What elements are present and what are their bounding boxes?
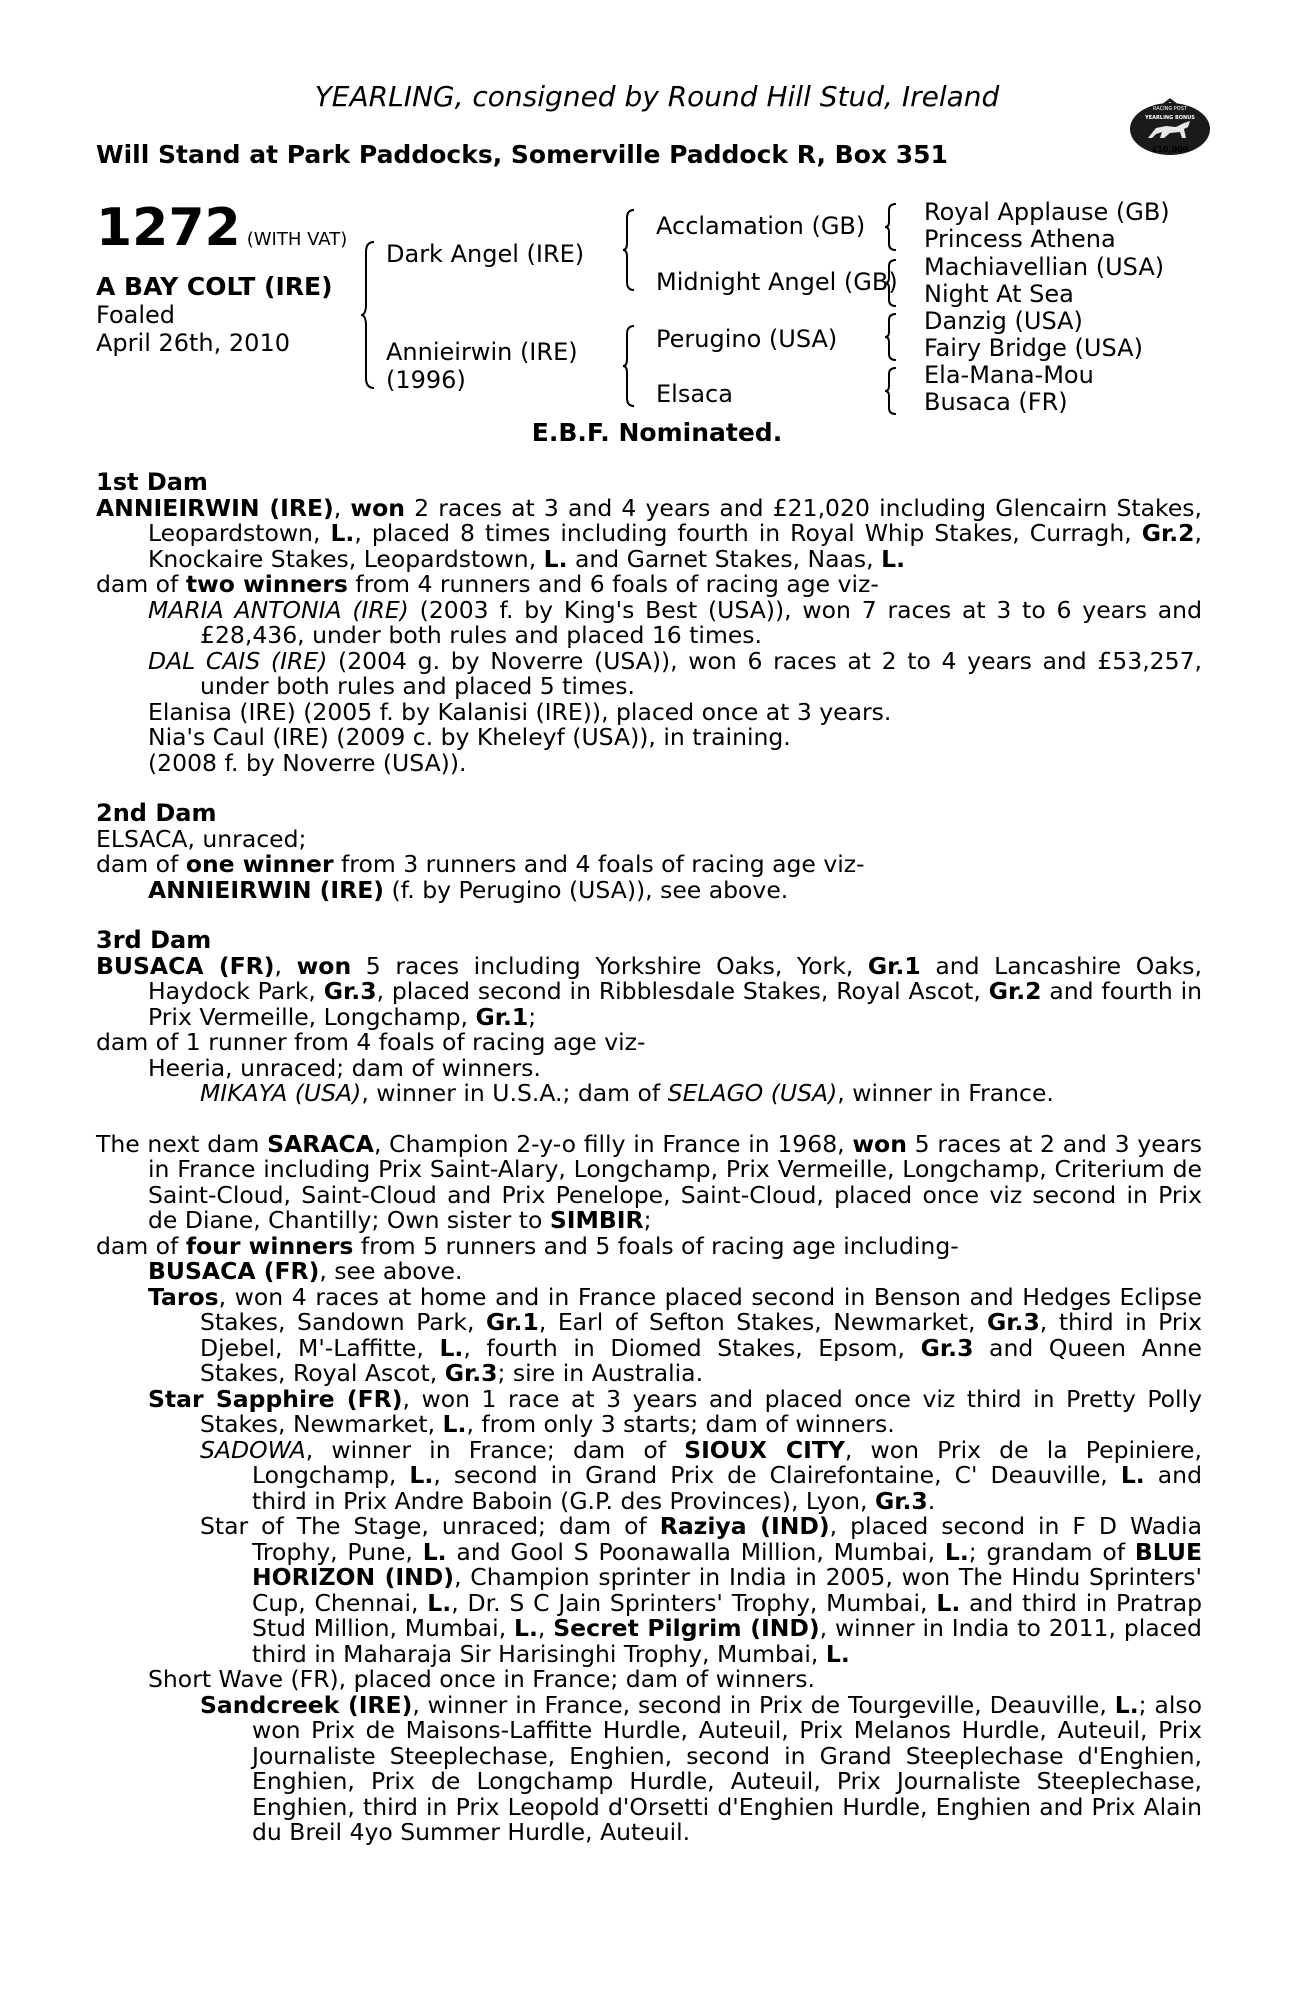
next-dam-foal-taros (96, 1282, 1202, 1387)
bold-run: BUSACA (FR) (148, 1257, 320, 1285)
pedigree-dam-year: (1996) (386, 366, 466, 394)
bold-run: L. (944, 1537, 969, 1566)
bold-run: Gr.1 (486, 1308, 539, 1336)
text-run: and Gool S Poonawalla Million, Mumbai, (446, 1537, 945, 1566)
text-run: Nia's Caul (IRE) (2009 c. by Kheleyf (USA)), in training. (148, 723, 791, 751)
pedigree-ssd: Princess Athena (924, 225, 1116, 253)
dam2-heading: 2nd Dam (96, 799, 217, 827)
text-run: , placed second in Ribblesdale Stakes, Royal Ascot, (376, 977, 989, 1005)
bold-run: won (296, 951, 352, 980)
text-run: , fourth in Diomed Stakes, Epsom, (463, 1333, 921, 1362)
bold-run: ANNIEIRWIN (IRE) (148, 875, 385, 904)
text-run: Star of The Stage, unraced; dam of (200, 1512, 660, 1540)
text-run: , winner in France, second in Prix de Tourgeville, Deauville, (412, 1690, 1115, 1719)
dam3-produce-summary (96, 1030, 1202, 1056)
bold-run: Gr.3 (920, 1333, 974, 1362)
dam1-record (96, 493, 1203, 573)
lot-name: A BAY COLT (IRE) (96, 272, 333, 301)
text-run: ; grandam of (968, 1537, 1135, 1566)
dam-line-brace (622, 324, 636, 408)
italic-run: MARIA ANTONIA (IRE) (148, 595, 409, 624)
text-run: , Knockaire Stakes, Leopardstown, (148, 519, 1203, 573)
bold-run: Secret Pilgrim (IND) (553, 1614, 820, 1642)
text-run: and Lancashire Oaks, Haydock Park, (148, 951, 1202, 1005)
text-run: , Champion 2-y-o filly in France in 1968, (373, 1129, 853, 1158)
text-run: and Garnet Stakes, Naas, (567, 544, 882, 573)
bold-run: L. (1120, 1461, 1145, 1489)
text-run: Heeria, unraced; dam of winners. (148, 1053, 541, 1082)
text-run: (f. by Perugino (USA)), see above. (384, 875, 789, 904)
dam1-foal (96, 697, 1202, 726)
bold-run: Taros (148, 1282, 219, 1311)
text-run: , placed second in F D Wadia Trophy, Pune, (252, 1512, 1202, 1566)
bold-run: BUSACA (FR) (96, 951, 275, 980)
bold-run: L. (1114, 1690, 1139, 1719)
text-run: and fourth in Prix Vermeille, Longchamp, (148, 977, 1203, 1031)
dam2-foal (96, 875, 1202, 904)
sire-line-brace (622, 208, 636, 292)
next-dam-record (96, 1129, 1202, 1234)
bold-run: L. (330, 519, 355, 547)
text-run: 2 races at 3 and 4 years and £21,020 including Glencairn Stakes, Leopardstown, (148, 493, 1202, 547)
bold-run: Star Sapphire (FR) (148, 1384, 403, 1413)
lot-info (96, 200, 356, 357)
text-run: 5 races at 2 and 3 years in France including Prix Saint-Alary, Longchamp, Prix Vermeille, Longchamp, Criterium de Saint-Cloud, Saint-Cloud and Prix Penelope, Saint-Cloud, placed once viz second in Prix de Diane, Chantilly; Own sister to (148, 1129, 1202, 1234)
dam2-record: ELSACA, unraced; (96, 824, 307, 853)
bold-run: L. (514, 1614, 538, 1642)
stand-location: Will Stand at Park Paddocks, Somerville Paddock R, Box 351 (96, 140, 948, 169)
sire-dam-brace (360, 240, 376, 390)
next-dam-foal-busaca (96, 1259, 1202, 1285)
text-run: ; also won Prix de Maisons-Laffitte Hurdle, Auteuil, Prix Melanos Hurdle, Auteuil, Prix Journaliste Steeplechase, Enghien, second in Grand Steeplechase d'Enghien, Enghien, Prix de Longchamp Hurdle, Auteuil, Prix Journaliste Steeplechase, Enghien, third in Prix Leopold d'Orsetti d'Enghien Hurdle, Enghien and Prix Alain du Breil 4yo Summer Hurdle, Auteuil. (252, 1690, 1202, 1846)
bold-run: L. (543, 544, 568, 573)
bold-run: L. (825, 1639, 850, 1668)
bold-run: won (350, 493, 405, 522)
lot-number-line (96, 200, 356, 256)
bold-run: Gr.2 (1141, 519, 1195, 547)
text-run: (2008 f. by Noverre (USA)). (148, 748, 467, 777)
badge-mid-text: YEARLING BONUS (1145, 115, 1195, 121)
text-run: ; (528, 1002, 537, 1031)
dam1-foal (96, 725, 1202, 751)
ebf-nominated: E.B.F. Nominated. (531, 418, 783, 447)
text-run: and third in Prix Andre Baboin (G.P. des Provinces), Lyon, (252, 1461, 1202, 1515)
text-run: dam of (96, 570, 186, 598)
text-run: dam of 1 runner from 4 foals of racing age viz- (96, 1028, 646, 1056)
pedigree-sire-dam: Midnight Angel (GB) (656, 268, 898, 296)
dam1-foal (96, 646, 1203, 700)
bold-run: Gr.1 (867, 951, 921, 980)
text-run: (2004 g. by Noverre (USA)), won 6 races at 2 to 4 years and £53,257, under both rules and placed 5 times. (200, 646, 1203, 700)
text-run: Short Wave (FR), placed once in France; dam of winners. (148, 1665, 815, 1693)
bold-run: L. (442, 1410, 467, 1438)
pedigree-sdd: Night At Sea (924, 280, 1074, 308)
brace-perugino (884, 312, 898, 362)
bold-run: L. (439, 1333, 464, 1362)
brace-elsaca (884, 366, 898, 416)
pedigree-dsd: Fairy Bridge (USA) (924, 334, 1143, 362)
pedigree-sss: Royal Applause (GB) (924, 198, 1170, 226)
text-run: (2003 f. by King's Best (USA)), won 7 races at 3 to 6 years and £28,436, under both rules and placed 16 times. (200, 595, 1202, 649)
brace-acclamation (884, 202, 898, 252)
next-dam-produce-summary (96, 1231, 1202, 1260)
bold-run: won (852, 1129, 907, 1158)
pedigree-dss: Danzig (USA) (924, 307, 1083, 335)
dam1-produce-summary (96, 572, 1202, 598)
bold-run: Gr.3 (323, 977, 377, 1005)
bold-run: BLUE HORIZON (IND) (252, 1537, 1203, 1591)
text-run: , from only 3 starts; dam of winners. (466, 1410, 895, 1438)
text-run: , (274, 951, 297, 980)
text-run: , Dr. S C Jain Sprinters' Trophy, Mumbai, (451, 1588, 937, 1617)
pedigree-dam-sire: Perugino (USA) (656, 325, 838, 353)
bold-run: Gr.3 (874, 1486, 928, 1515)
dam3-grand-foal (96, 1081, 1202, 1107)
pedigree-dam: Annieirwin (IRE) (386, 338, 578, 366)
dam2-produce-summary (96, 852, 1202, 878)
badge-amount: £10,000 (1151, 145, 1189, 154)
text-run: , won 1 race at 3 years and placed once viz third in Pretty Polly Stakes, Newmarket, (200, 1384, 1202, 1438)
catalogue-body (96, 470, 1202, 1846)
italic-run: SADOWA (200, 1435, 306, 1464)
bold-run: Raziya (IND) (659, 1512, 830, 1540)
text-run: , winner in India to 2011, placed third in Maharaja Sir Harisinghi Trophy, Mumbai, (252, 1614, 1202, 1668)
text-run: dam of (96, 850, 186, 878)
text-run: 5 races including Yorkshire Oaks, York, (351, 951, 868, 980)
text-run: from 3 runners and 4 foals of racing age viz- (333, 850, 865, 878)
bold-run: four winners (185, 1231, 354, 1260)
text-run: from 5 runners and 5 foals of racing age including- (353, 1231, 959, 1260)
bold-run: two winners (185, 570, 348, 598)
bold-run: L. (936, 1588, 961, 1617)
foaled-label: Foaled (96, 301, 176, 329)
bold-run: L. (422, 1537, 447, 1566)
pedigree-sds: Machiavellian (USA) (924, 253, 1165, 281)
text-run: Elanisa (IRE) (2005 f. by Kalanisi (IRE)), placed once at 3 years. (148, 697, 892, 726)
dam3-record (96, 951, 1203, 1031)
text-run: , won 4 races at home and in France placed second in Benson and Hedges Eclipse Stakes, Sandown Park, (200, 1282, 1202, 1336)
pedigree-ddd: Busaca (FR) (924, 388, 1068, 416)
bold-run: Gr.3 (986, 1308, 1040, 1336)
bold-run: Gr.2 (988, 977, 1042, 1005)
text-run: , Champion sprinter in India in 2005, won The Hindu Sprinters' Cup, Chennai, (252, 1563, 1203, 1617)
badge-top-text: RACING POST (1153, 106, 1187, 112)
italic-run: DAL CAIS (IRE) (148, 646, 328, 675)
pedigree-sire-sire: Acclamation (GB) (656, 212, 866, 240)
next-dam-foal-star-sapphire (96, 1384, 1202, 1438)
bold-run: ANNIEIRWIN (IRE) (96, 493, 334, 522)
text-run: ; (643, 1206, 652, 1234)
italic-run: MIKAYA (USA) (200, 1079, 362, 1107)
bold-run: SARACA (267, 1129, 374, 1158)
text-run: , (537, 1614, 554, 1642)
text-run: , won Prix de la Pepiniere, Longchamp, (252, 1435, 1202, 1489)
text-run: , winner in France. (837, 1079, 1054, 1107)
text-run: , Earl of Sefton Stakes, Newmarket, (538, 1308, 987, 1336)
text-run: , placed 8 times including fourth in Royal Whip Stakes, Curragh, (354, 519, 1142, 547)
text-run: from 4 runners and 6 foals of racing age viz- (347, 570, 879, 598)
text-run: , second in Grand Prix de Clairefontaine, C' Deauville, (433, 1461, 1121, 1489)
dam1-foal (96, 595, 1202, 649)
pedigree-dds: Ela-Mana-Mou (924, 361, 1094, 389)
text-run: , see above. (319, 1257, 463, 1285)
next-dam-grand-sandcreek (96, 1690, 1202, 1846)
pedigree-dam-dam: Elsaca (656, 380, 733, 408)
next-dam-grand-star-stage (96, 1514, 1202, 1667)
bold-run: SIMBIR (549, 1206, 644, 1234)
italic-run: SELAGO (USA) (667, 1079, 838, 1107)
text-run: , (333, 493, 351, 522)
dam1-foal (96, 748, 1202, 777)
bold-run: L. (409, 1461, 434, 1489)
text-run: , winner in U.S.A.; dam of (361, 1079, 668, 1107)
text-run: The next dam (96, 1129, 268, 1158)
bold-run: L. (881, 544, 906, 573)
next-dam-foal-short-wave (96, 1667, 1202, 1693)
text-run: . (927, 1486, 936, 1515)
pedigree-sire: Dark Angel (IRE) (386, 240, 585, 268)
text-run: , winner in France; dam of (305, 1435, 685, 1464)
text-run: , third in Prix Djebel, M'-Laffitte, (200, 1308, 1202, 1362)
lot-vat: (WITH VAT) (246, 229, 348, 250)
dam1-heading: 1st Dam (96, 468, 208, 496)
bold-run: L. (427, 1588, 452, 1617)
bold-run: one winner (185, 850, 334, 878)
dam3-foal (96, 1053, 1202, 1082)
text-run: dam of (96, 1231, 186, 1260)
next-dam-grand-sadowa (96, 1435, 1202, 1515)
text-run: ; sire in Australia. (497, 1359, 704, 1387)
bold-run: SIOUX CITY (684, 1435, 845, 1464)
text-run: and third in Pratrap Stud Million, Mumbai, (252, 1588, 1203, 1642)
lot-number: 1272 (96, 198, 241, 258)
text-run: and Queen Anne Stakes, Royal Ascot, (200, 1333, 1202, 1387)
page-title: YEARLING, consigned by Round Hill Stud, Ireland (314, 80, 1000, 113)
dam3-heading: 3rd Dam (96, 926, 212, 954)
foaled-date: April 26th, 2010 (96, 329, 290, 357)
bold-run: Sandcreek (IRE) (200, 1690, 413, 1719)
yearling-bonus-badge (1128, 96, 1212, 162)
bold-run: Gr.1 (475, 1002, 529, 1031)
bold-run: Gr.3 (444, 1359, 498, 1387)
